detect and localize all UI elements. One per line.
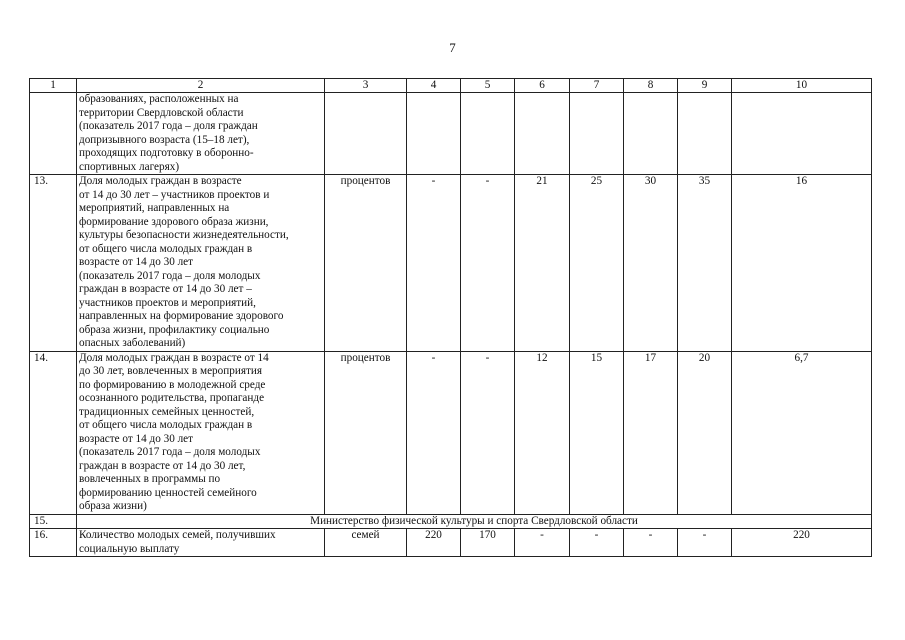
value-cell: 16 [732,175,872,352]
text-line: опасных заболеваний) [79,337,186,349]
text-line: возрасте от 14 до 30 лет [79,256,194,268]
text-line: (показатель 2017 года – доля молодых [79,446,261,458]
row-number: 14. [30,351,77,514]
header-cell: 6 [515,79,570,93]
table-row [30,529,872,557]
row-number [30,93,77,175]
value-cell: - [678,529,732,557]
table-row [30,93,872,175]
unit-cell [325,93,407,175]
value-cell [570,93,624,175]
unit-cell: процентов [325,175,407,352]
text-line: участников проектов и мероприятий, [79,296,256,309]
text-line: от 14 до 30 лет – участников проектов и [79,188,270,201]
header-cell: 10 [732,79,872,93]
indicator-text [77,175,325,352]
header-cell: 2 [77,79,325,93]
text-line: (показатель 2017 года – доля граждан [79,120,258,132]
text-line: спортивных лагерях) [79,160,180,173]
header-cell: 3 [325,79,407,93]
value-cell: 35 [678,175,732,352]
value-cell: - [461,351,515,514]
value-cell: - [570,529,624,557]
text-line: допризывного возраста (15–18 лет), [79,133,250,146]
value-cell: 20 [678,351,732,514]
text-line: традиционных семейных ценностей, [79,405,255,418]
value-cell [515,93,570,175]
table-header-row [30,79,872,93]
row-number: 13. [30,175,77,352]
indicators-table [29,78,872,557]
text-line: Количество молодых семей, получивших [79,529,276,541]
value-cell [732,93,872,175]
text-line: граждан в возрасте от 14 до 30 лет – [79,283,252,295]
header-cell: 9 [678,79,732,93]
text-line: Доля молодых граждан в возрасте от 14 [79,351,269,364]
header-cell: 4 [407,79,461,93]
section-row [30,514,872,529]
text-line: от общего числа молодых граждан в [79,419,253,431]
header-cell: 5 [461,79,515,93]
indicator-text [77,351,325,514]
value-cell: 30 [624,175,678,352]
header-cell: 8 [624,79,678,93]
header-cell: 7 [570,79,624,93]
text-line: культуры безопасности жизнедеятельности, [79,229,289,241]
value-cell: 6,7 [732,351,872,514]
text-line: Доля молодых граждан в возрасте [79,175,242,187]
text-line: направленных на формирование здорового [79,310,284,322]
text-line: образа жизни) [79,500,147,512]
table-row [30,175,872,352]
value-cell: 25 [570,175,624,352]
value-cell: - [461,175,515,352]
text-line: социальную выплату [79,542,180,555]
text-line: формированию ценностей семейного [79,486,257,499]
text-line: от общего числа молодых граждан в [79,242,253,255]
value-cell: 12 [515,351,570,514]
table-row [30,351,872,514]
value-cell [624,93,678,175]
row-number: 15. [30,514,77,529]
text-line: возрасте от 14 до 30 лет [79,432,194,445]
value-cell: 170 [461,529,515,557]
value-cell [678,93,732,175]
value-cell: - [515,529,570,557]
unit-cell: процентов [325,351,407,514]
text-line: формирование здорового образа жизни, [79,215,269,228]
text-line: до 30 лет, вовлеченных в мероприятия [79,365,262,377]
value-cell: 21 [515,175,570,352]
text-line: вовлеченных в программы по [79,473,221,485]
text-line: по формированию в молодежной среде [79,378,266,391]
page-number: 7 [449,40,456,55]
value-cell [461,93,515,175]
value-cell: - [624,529,678,557]
text-line: образованиях, расположенных на [79,93,239,105]
row-number: 16. [30,529,77,557]
value-cell: - [407,175,461,352]
text-line: образа жизни, профилактику социально [79,323,270,336]
value-cell [407,93,461,175]
value-cell: 220 [732,529,872,557]
unit-cell: семей [325,529,407,557]
text-line: граждан в возрасте от 14 до 30 лет, [79,459,246,472]
indicator-text [77,529,325,557]
text-line: территории Свердловской области [79,106,244,119]
indicator-text [77,93,325,175]
value-cell: 17 [624,351,678,514]
text-line: (показатель 2017 года – доля молодых [79,269,261,282]
value-cell: - [407,351,461,514]
text-line: проходящих подготовку в оборонно- [79,147,254,159]
text-line: мероприятий, направленных на [79,202,230,214]
text-line: осознанного родительства, пропаганде [79,392,265,404]
section-title: Министерство физической культуры и спорта Свердловской области [77,514,872,529]
value-cell: 220 [407,529,461,557]
value-cell: 15 [570,351,624,514]
header-cell: 1 [30,79,77,93]
